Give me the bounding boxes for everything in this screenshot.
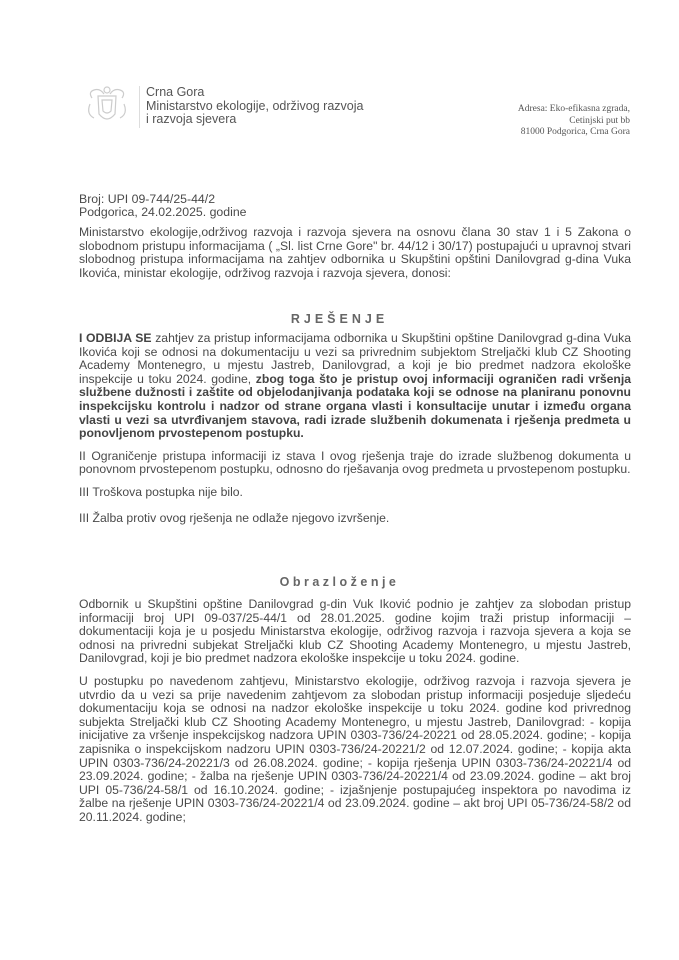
decision-reason: zbog toga što je pristup ovoj informaciji ograničen radi vršenja službene dužnosti i zaštite od objelodanjivanja podataka koji se odnose na planiranu ponovnu inspekcijsku kontrolu i nadzor od strane organa vlasti i konsultacije unutar i između organa vlasti u vezi sa utvrđivanjem stavova, radi izrade službenih dokumenata i rješenja predmeta u ponovljenom prvostepenom postupku.: [79, 371, 631, 441]
country-name: Crna Gora: [146, 85, 205, 99]
coat-of-arms-logo: [84, 84, 130, 128]
decision-point-3: III Troškova postupka nije bilo.: [79, 484, 243, 499]
ministry-name-cont: i razvoja sjevera: [146, 112, 237, 127]
reasoning-title: Obrazloženje: [279, 575, 400, 589]
decision-point-1: [79, 332, 631, 441]
ministry-name: Ministarstvo ekologije, održivog razvoja: [146, 98, 364, 113]
address-block: [518, 104, 630, 139]
reasoning-paragraph-2: U postupku po navedenom zahtjevu, Ministarstvo ekologije, održivog razvoja i razvoja sjevera je utvrdio da u vezi sa prije navedenim zahtjevom za slobodan pristup informaciji posjeduje sljedeću dokumentaciju koja se odnosi na nadzor ekološke inspekcije u toku 2024. godine kod privrednog subjekta Streljački klub CZ Shooting Academy Montenegro, u mjestu Jastreb, Danilovgrad: - kopija inicijative za vršenje inspekcijskog nadzora UPIN 0303-736/24-20221 od 28.05.2024. godine; - kopija zapisnika o inspekcijskom nadzoru UPIN 0303-736/24-20221/2 od 12.07.2024. godine; - kopija akta UPIN 0303-736/24-20221/3 od 26.08.2024. godine; - kopija rješenja UPIN 0303-736/24-20221/4 od 23.09.2024. godine; - žalba na rješenje UPIN 0303-736/24-20221/4 od 23.09.2024. godine – akt broj UPI 05-736/24-58/1 od 16.10.2024. godine; - izjašnjenje postupajućeg inspektora po navodima iz žalbe na rješenje UPIN 0303-736/24-20221/4 od 23.09.2024. godine – akt broj UPI 05-736/24-58/2 od 20.11.2024. godine;: [79, 673, 631, 824]
address-line: 81000 Podgorica, Crna Gora: [520, 127, 630, 137]
letterhead: [146, 86, 363, 127]
address-line: Adresa: Eko-efikasna zgrada,: [517, 104, 630, 114]
decision-lead: I ODBIJA SE: [79, 331, 152, 345]
decision-point-2: II Ograničenje pristupa informaciji iz stava I ovog rješenja traje do izrade službenog dokumenta u ponovnom prvostepenom postupku, odnosno do rješavanja ovog predmeta u prvostepenom postupku.: [79, 448, 631, 477]
document-number: Broj: UPI 09-744/25-44/2: [79, 192, 216, 206]
decision-section: [79, 332, 631, 525]
address-line: Cetinjski put bb: [569, 115, 630, 126]
document-date: Podgorica, 24.02.2025. godine: [79, 205, 247, 219]
intro-text: Ministarstvo ekologije,održivog razvoja i razvoja sjevera na osnovu člana 30 stav 1 i 5 Zakona o slobodnom pristupu informacijama ( „Sl. list Crne Gore" br. 44/12 i 30/17) postupajući u upravnoj stvari slobodnog pristupa informacijama na zahtjev odbornika u Skupštini opštini Danilovgrad g-dina Vuka Ikovića, ministar ekologije, održivog razvoja i razvoja sjevera, donosi:: [79, 225, 631, 280]
decision-text: zahtjev za pristup informacijama odbornika u Skupštini opštine Danilovgrad g-dina Vuka Ikovića koji se odnosi na dokumentaciju u vezi sa privrednim subjektom Streljački klub CZ Shooting Academy Montenegro, u mjestu Jastreb, Danilovgrad, a koji je bio predmet nadzora ekološke inspekcije u toku 2024. godine,: [79, 331, 631, 386]
decision-title: RJEŠENJE: [290, 312, 389, 326]
header-divider: [139, 86, 140, 128]
reasoning-paragraph-1: Odbornik u Skupštini opštine Danilovgrad g-din Vuk Iković podnio je zahtjev za slobodan pristup informaciji broj UPI 09-037/25-44/1 od 28.01.2025. godine kojim traži pristup informaciji – dokumentaciji koja je u posjedu Ministarstva ekologije, održivog razvoja i razvoja sjevera a koja se odnosi na privredni subjekat Streljački klub CZ Shooting Academy Montenegro, u mjestu Jastreb, Danilovgrad, koji je bio predmet nadzora ekološke inspekcije u toku 2024. godine.: [79, 597, 631, 666]
intro-paragraph: [79, 226, 631, 280]
document-meta: [79, 193, 247, 219]
decision-point-4: III Žalba protiv ovog rješenja ne odlaže njegovo izvršenje.: [79, 510, 390, 525]
reasoning-section: [79, 598, 631, 825]
